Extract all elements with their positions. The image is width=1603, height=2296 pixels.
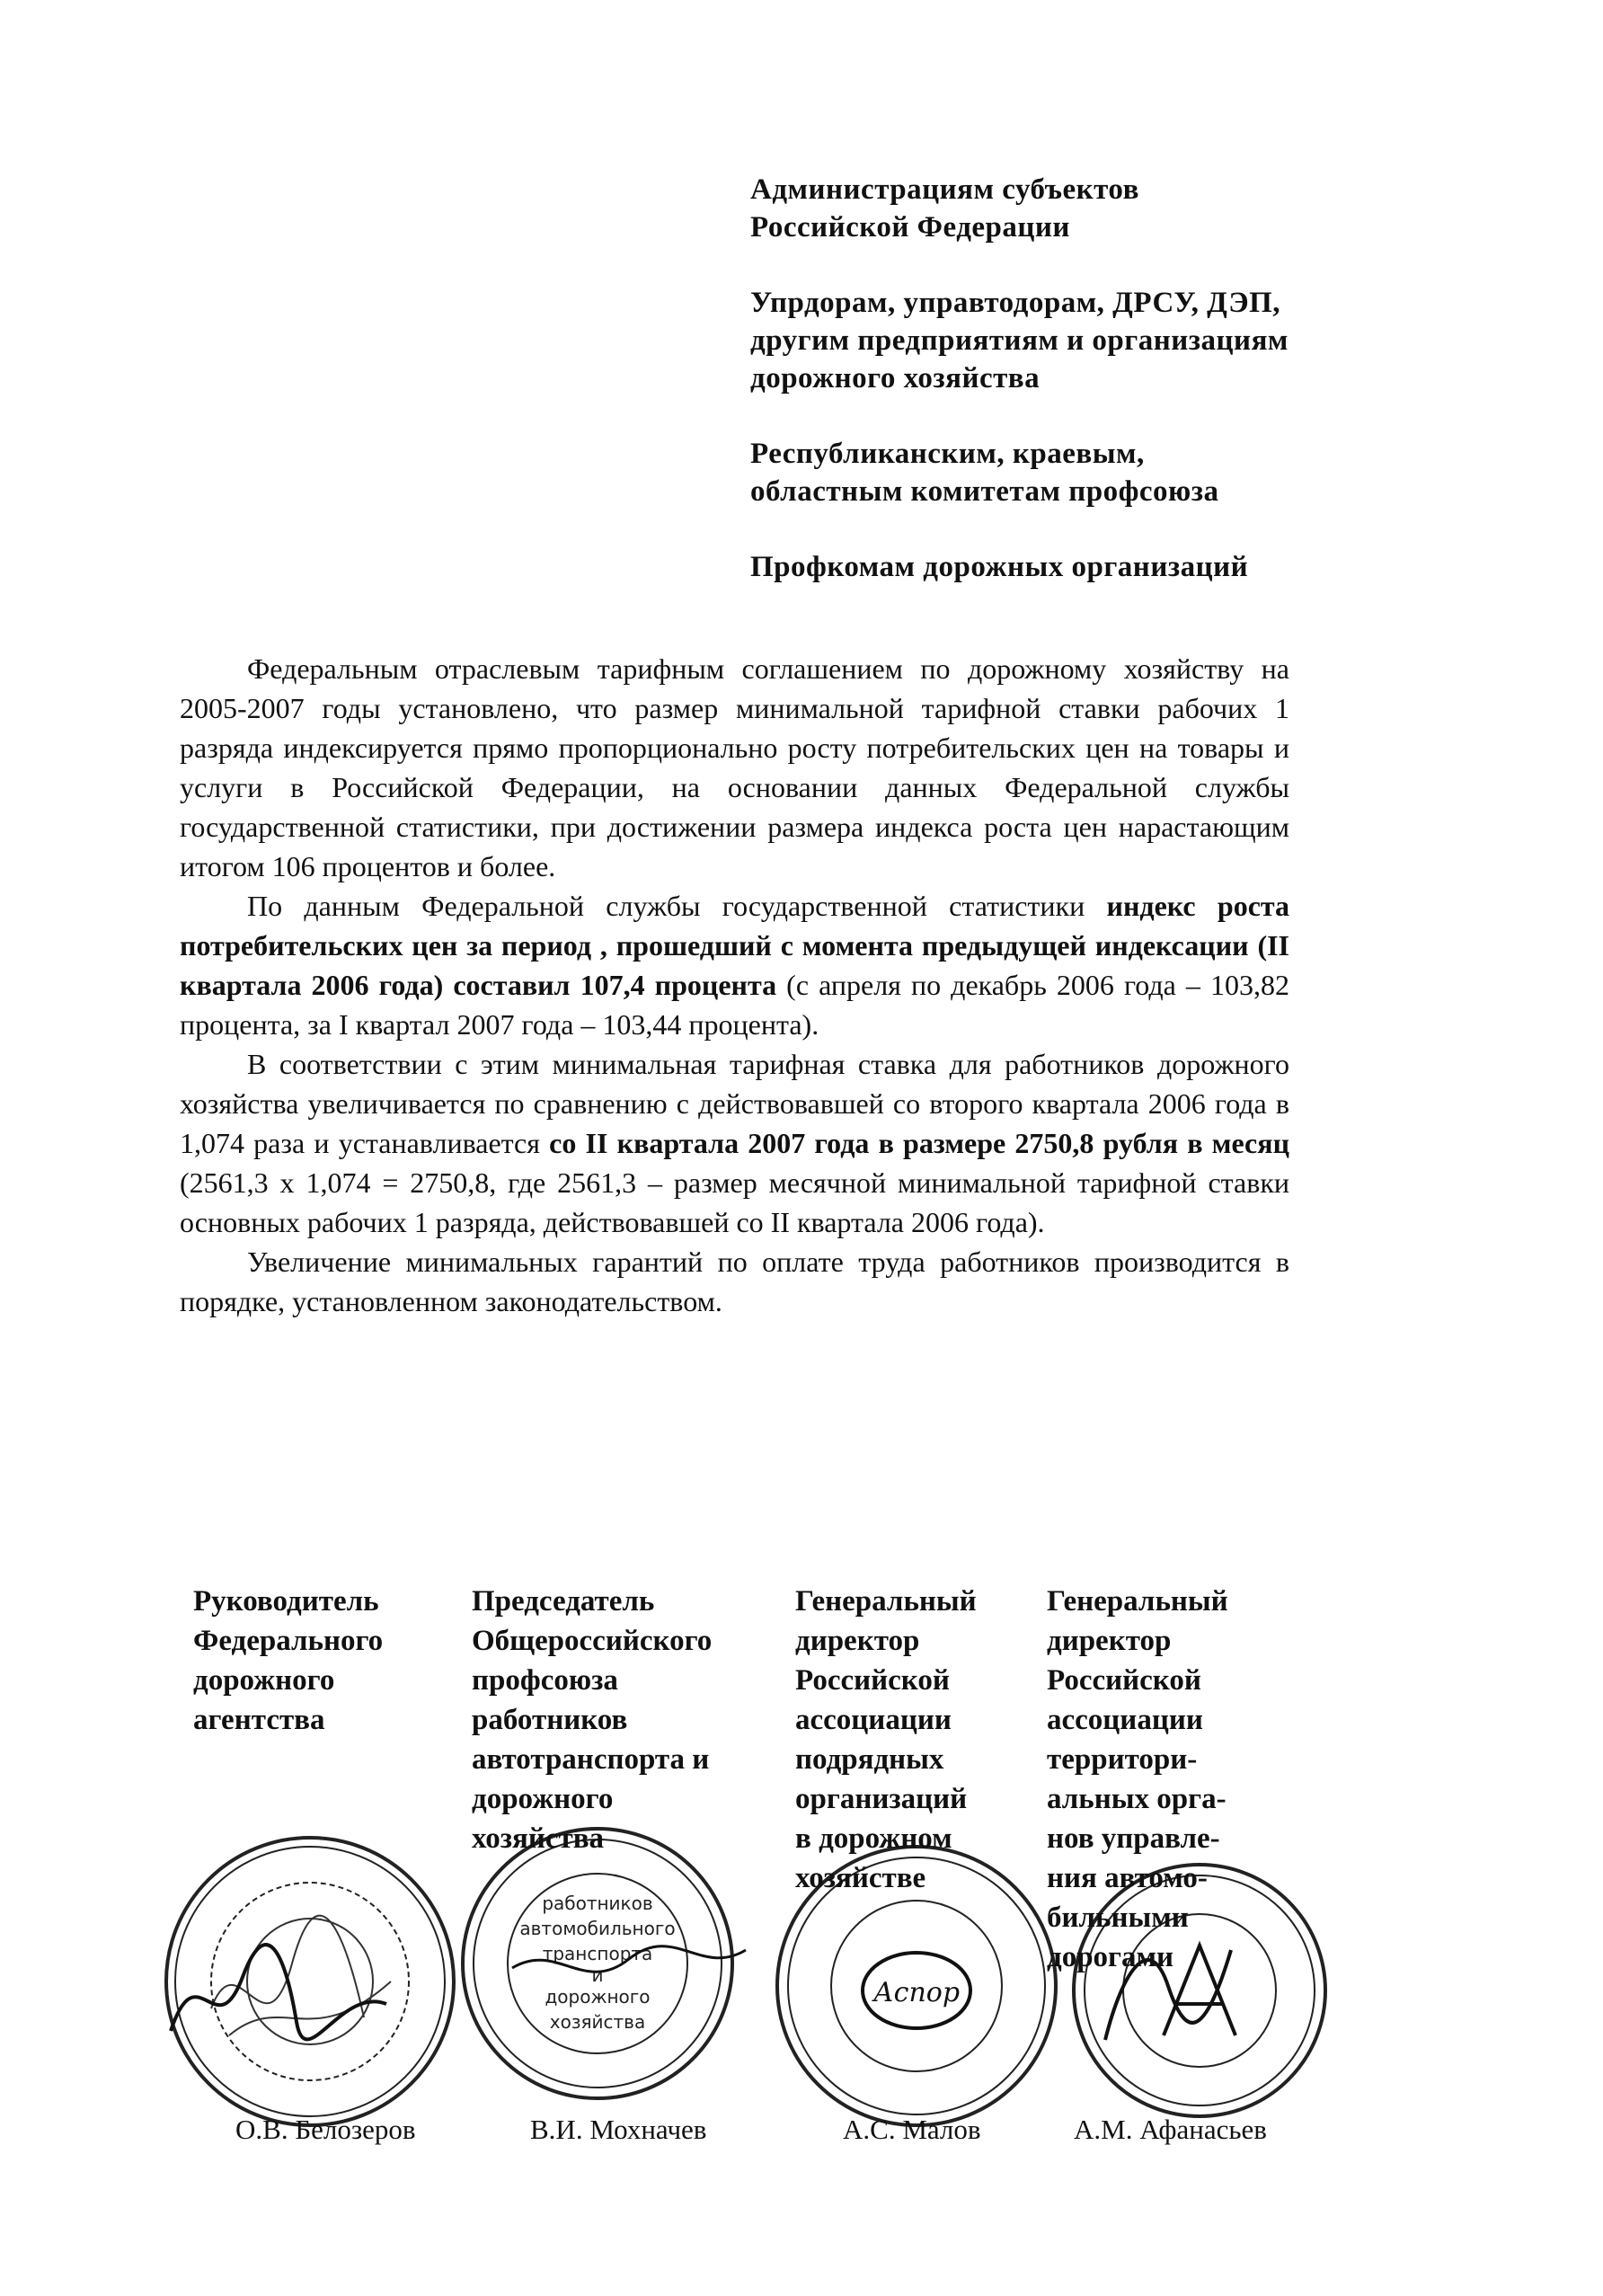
stamp-inner-line: и xyxy=(591,1964,604,1986)
stamp-inner-line: автомобильного xyxy=(519,1918,676,1939)
title-line: Федерального xyxy=(193,1625,384,1657)
paragraph-1: Федеральным отраслевым тарифным соглашением по дорожному хозяйству на 2005-2007 годы установлено, что размер минимальной тарифной ставки рабочих 1 разряда индексируется прямо пропорционально росту потребительских цен на товары и услуги в Российской Федерации, на основании данных Федеральной службы государственной статистики, при достижении размера индекса роста цен нарастающим итогом 106 процентов и более. xyxy=(180,652,1289,882)
addressee-line: дорожного хозяйства xyxy=(750,362,1041,394)
addressee-block xyxy=(750,171,1487,624)
paragraph-2-bold: индекс роста потребительских цен за период , прошедший с момента предыдущей индексации (II квартала 2006 года) составил 107,4 процента xyxy=(180,890,1290,1001)
addressee-line: Упрдорам, управтодорам, ДРСУ, ДЭП, xyxy=(750,287,1281,319)
title-line: Общероссийского xyxy=(472,1625,713,1657)
signatory-name: А.М. Афанасьев xyxy=(1074,2114,1267,2145)
title-line: директор xyxy=(1047,1625,1172,1657)
title-line: Генеральный xyxy=(1047,1585,1228,1618)
stamp-inner-line: транспорта xyxy=(542,1943,653,1964)
title-line: работников xyxy=(472,1704,628,1736)
stamp-inner-line: работников xyxy=(542,1893,653,1914)
paragraph-3 xyxy=(180,1044,1289,1242)
title-line: ассоциации xyxy=(1047,1704,1203,1736)
addressee-line: другим предприятиям и организациям xyxy=(750,324,1289,357)
title-line: Российской xyxy=(1047,1664,1201,1697)
title-line: Председатель xyxy=(472,1585,655,1618)
title-line: Генеральный xyxy=(795,1585,977,1618)
title-line: агентства xyxy=(193,1704,325,1736)
signatory-4-title xyxy=(1047,1582,1298,1977)
title-line: бильными xyxy=(1047,1902,1189,1934)
title-line: хозяйстве xyxy=(795,1862,926,1894)
title-line: Руководитель xyxy=(193,1585,379,1618)
title-line: организаций xyxy=(795,1783,968,1815)
addressee-line: областным комитетам профсоюза xyxy=(750,475,1219,508)
title-line: директор xyxy=(795,1625,920,1657)
signatory-name: О.В. Белозеров xyxy=(235,2114,416,2145)
stamp-center-text: Аспор xyxy=(872,1977,961,2008)
paragraph-3-text-end: (2561,3 x 1,074 = 2750,8, где 2561,3 – размер месячной минимальной тарифной ставки основных рабочих 1 разряда, действовавшей со II квартала 2006 года). xyxy=(180,1166,1289,1238)
title-line: профсоюза xyxy=(472,1664,618,1697)
title-line: дорогами xyxy=(1047,1941,1174,1973)
title-line: альных орга- xyxy=(1047,1783,1227,1815)
title-line: в дорожном xyxy=(795,1822,952,1855)
paragraph-2 xyxy=(180,886,1289,1044)
letter-body xyxy=(180,649,1289,1321)
stamp-inner-line: хозяйства xyxy=(549,2011,646,2033)
paragraph-2-text-end: (с апреля по декабрь 2006 года – 103,82 процента, за I квартал 2007 года – 103,44 процента). xyxy=(180,969,1290,1041)
signature-block xyxy=(193,1582,1307,2085)
addressee-line: Администрациям субъектов xyxy=(750,173,1139,206)
paragraph-3-text: В соответствии с этим минимальная тарифная ставка для работников дорожного хозяйства увеличивается по сравнению с действовавшей со второго квартала 2006 года в 1,074 раза и устанавливается xyxy=(180,1048,1289,1159)
addressee-road-enterprises xyxy=(750,284,1487,397)
paragraph-2-text: По данным Федеральной службы государственной статистики xyxy=(247,890,1107,922)
paragraph-4: Увеличение минимальных гарантий по оплате труда работников производится в порядке, установленном законодательством. xyxy=(180,1246,1289,1317)
title-line: дорожного xyxy=(193,1664,335,1697)
addressee-union-committees xyxy=(750,435,1487,510)
addressee-line: Профкомам дорожных организаций xyxy=(750,551,1249,583)
title-line: территори- xyxy=(1047,1743,1198,1776)
title-line: подрядных xyxy=(795,1743,944,1776)
signatory-name: А.С. Малов xyxy=(843,2114,981,2145)
paragraph-3-bold: со II квартала 2007 года в размере 2750,8 рубля в месяц xyxy=(549,1127,1290,1159)
addressee-trade-union-committees xyxy=(750,548,1487,586)
addressee-line: Республиканским, краевым, xyxy=(750,438,1145,470)
signatory-1-title xyxy=(193,1582,463,1740)
title-line: Российской xyxy=(795,1664,950,1697)
title-line: хозяйства xyxy=(472,1822,605,1855)
title-line: ния автомо- xyxy=(1047,1862,1208,1894)
title-line: нов управле- xyxy=(1047,1822,1220,1855)
title-line: автотранспорта и xyxy=(472,1743,710,1776)
addressee-line: Российской Федерации xyxy=(750,211,1070,244)
title-line: ассоциации xyxy=(795,1704,952,1736)
stamp-inner-line: дорожного xyxy=(545,1986,651,2008)
title-line: дорожного xyxy=(472,1783,614,1815)
signatory-2-title xyxy=(472,1582,759,1858)
signatory-name: В.И. Мохначев xyxy=(530,2114,707,2145)
addressee-regional-administrations xyxy=(750,171,1487,246)
signatory-3-title xyxy=(795,1582,1038,1898)
